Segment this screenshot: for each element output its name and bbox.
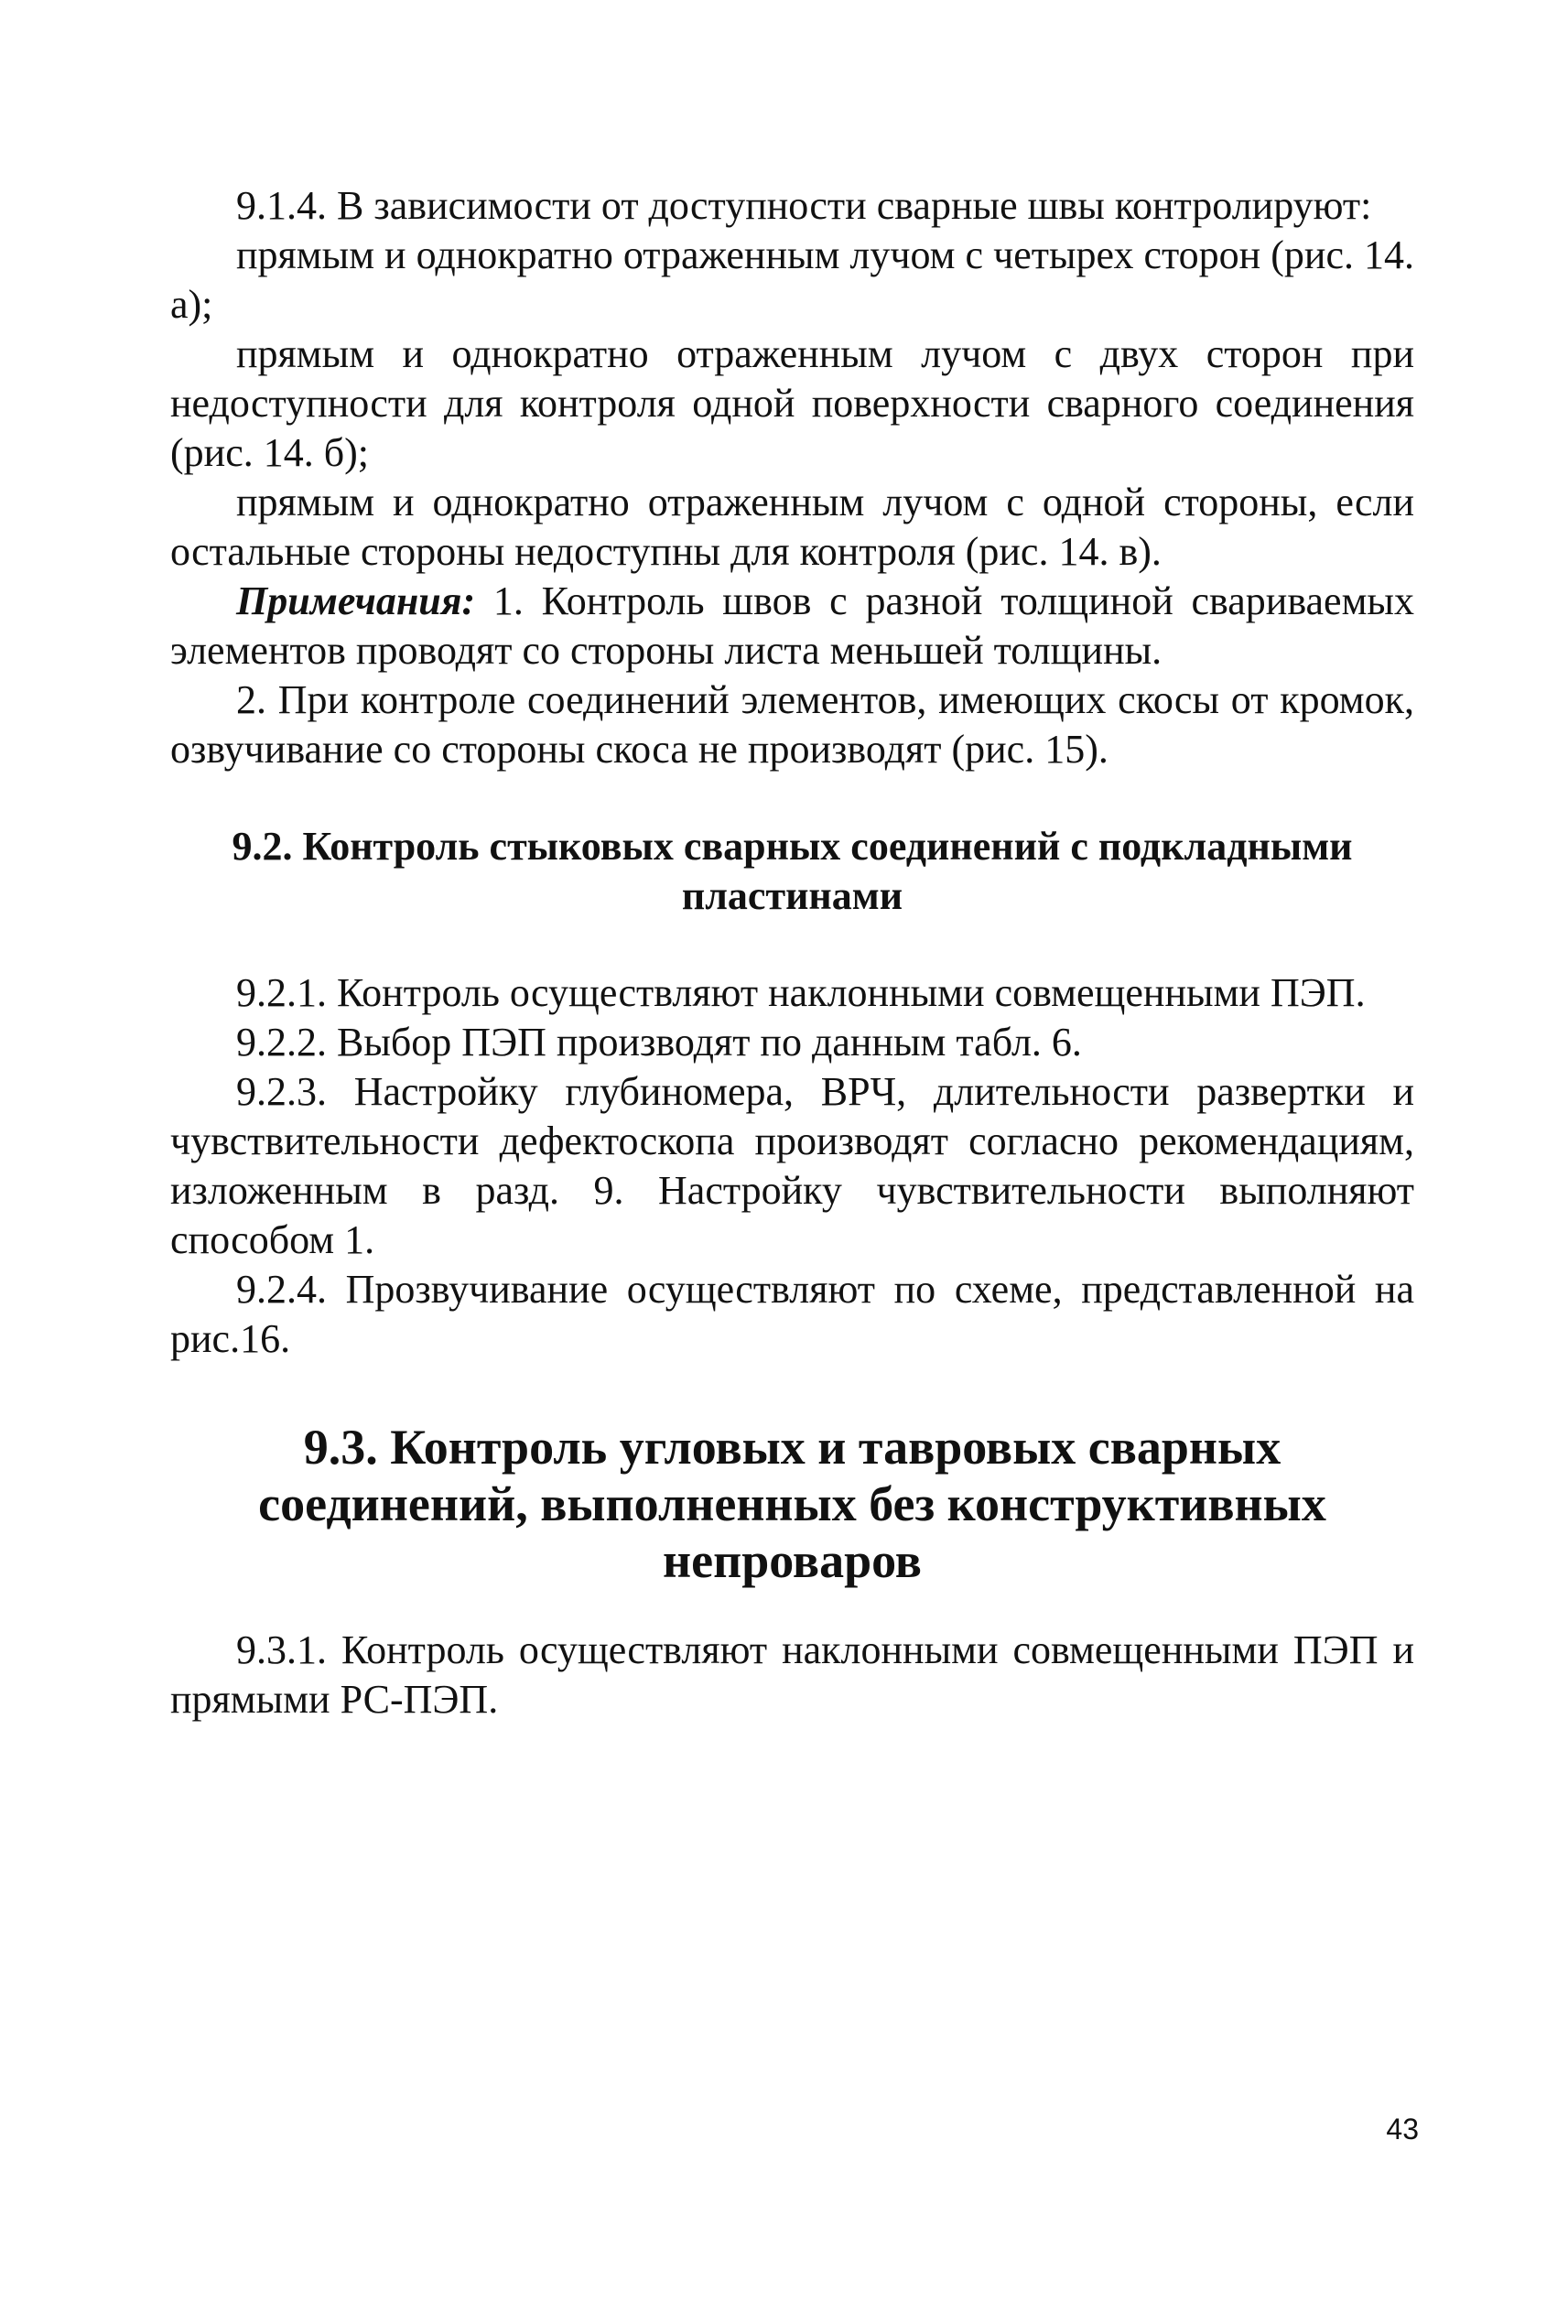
page-number: 43 — [1386, 2113, 1419, 2146]
section-9-3-heading: 9.3. Контроль угловых и тавровых сварных соединений, выполненных без конструктивных непроваров — [258, 1420, 1326, 1588]
paragraph-9-2-2: 9.2.2. Выбор ПЭП производят по данным табл. 6. — [236, 1020, 1082, 1065]
page-body — [170, 181, 1414, 1724]
note-1-text: 1. Контроль швов с разной толщиной свариваемых элементов проводят со стороны листа меньшей толщины. — [170, 578, 1414, 673]
paragraph-9-2-4: 9.2.4. Прозвучивание осуществляют по схеме, представленной на рис.16. — [170, 1267, 1414, 1361]
note-2-paragraph: 2. При контроле соединений элементов, имеющих скосы от кромок, озвучивание со стороны скоса не производят (рис. 15). — [170, 677, 1414, 772]
paragraph-9-3-1: 9.3.1. Контроль осуществляют наклонными совмещенными ПЭП и прямыми РС-ПЭП. — [170, 1627, 1414, 1722]
paragraph-9-2-1: 9.2.1. Контроль осуществляют наклонными совмещенными ПЭП. — [236, 970, 1366, 1015]
note-1-paragraph — [170, 577, 1414, 676]
paragraph-9-1-4-item-a: прямым и однократно отраженным лучом с четырех сторон (рис. 14. а); — [170, 232, 1414, 327]
paragraph-9-1-4-item-b: прямым и однократно отраженным лучом с двух сторон при недоступности для контроля одной поверхности сварного соединения (рис. 14. б); — [170, 331, 1414, 475]
paragraph-9-2-3: 9.2.3. Настройку глубиномера, ВРЧ, длительности развертки и чувствительности дефектоскопа производят согласно рекомендациям, изложенным в разд. 9. Настройку чувствительности выполняют способом 1. — [170, 1069, 1414, 1262]
section-9-2-heading: 9.2. Контроль стыковых сварных соединений с подкладными пластинами — [232, 824, 1353, 918]
notes-label: Примечания: — [236, 578, 476, 623]
paragraph-9-1-4-intro: 9.1.4. В зависимости от доступности сварные швы контролируют: — [236, 183, 1372, 228]
paragraph-9-1-4-item-c: прямым и однократно отраженным лучом с одной стороны, если остальные стороны недоступны для контроля (рис. 14. в). — [170, 480, 1414, 574]
